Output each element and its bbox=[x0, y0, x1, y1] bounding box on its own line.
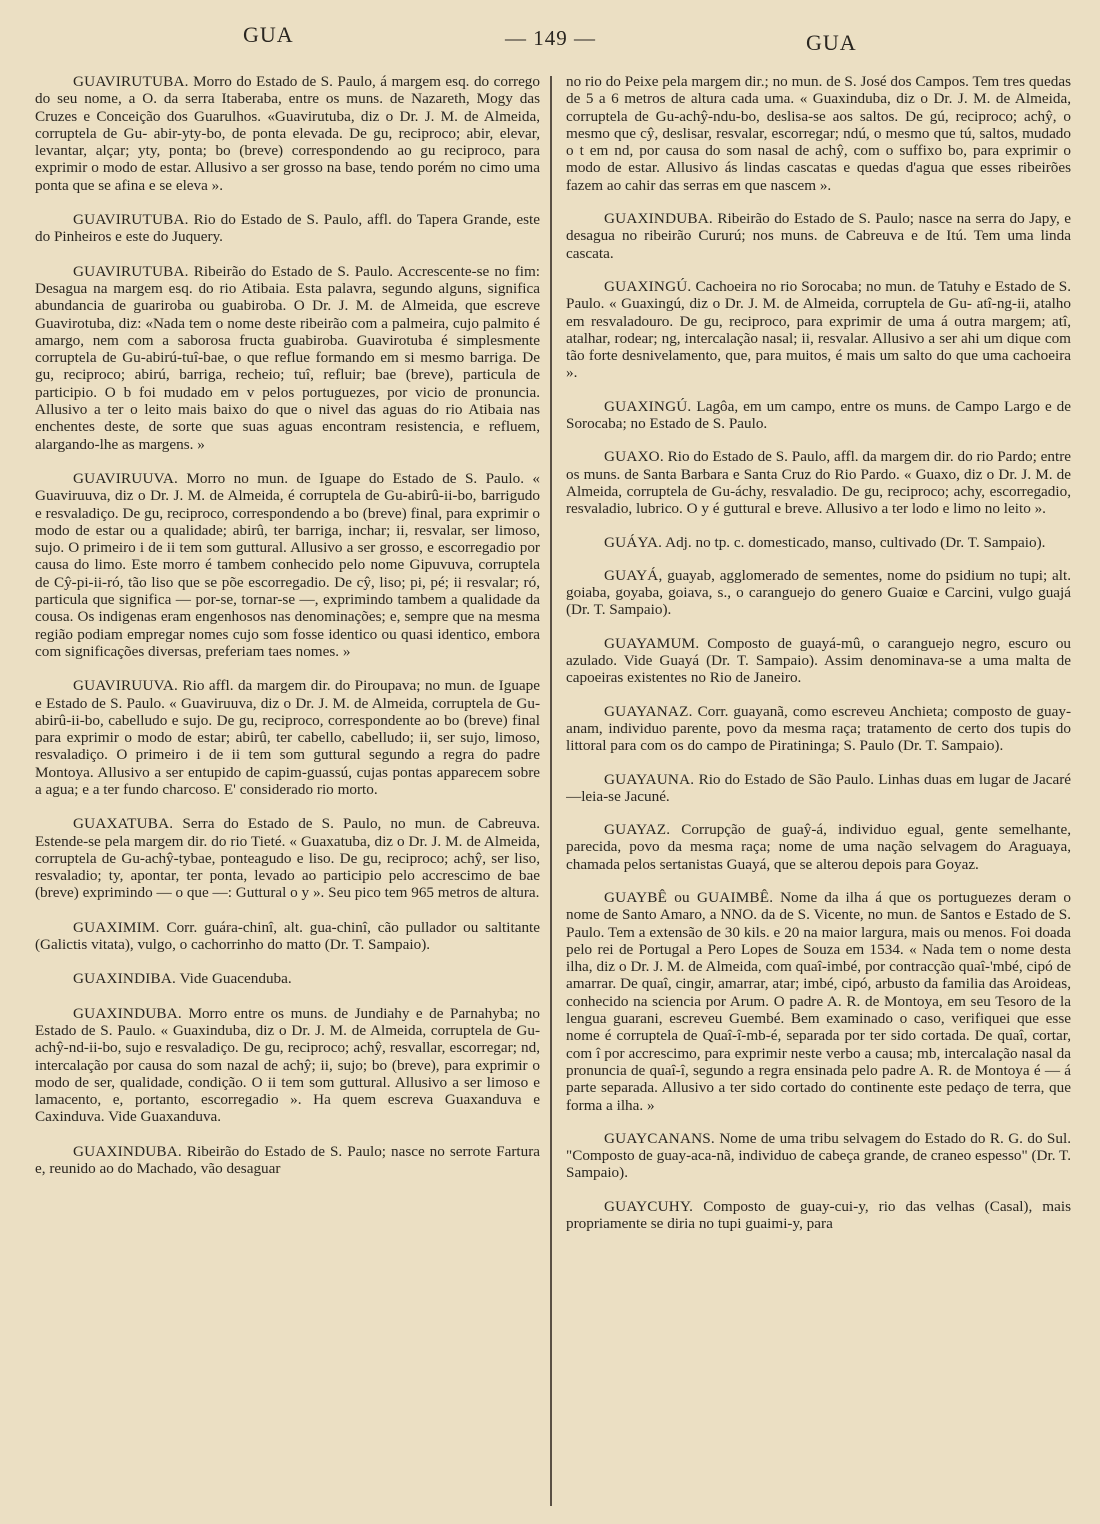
entry-headword: GUAYAUNA. bbox=[604, 770, 695, 788]
dictionary-entry bbox=[566, 703, 1071, 755]
entry-headword: GUAVIRUUVA. bbox=[73, 677, 179, 695]
dictionary-entry bbox=[35, 73, 540, 194]
entry-text: Ribeirão do Estado de S. Paulo. Accrescente-se no fim: Desagua na margem esq. do rio Atibaia. Esta palavra, segundo alguns, significa abundancia de guariroba ou guabiroba. O Dr. J. M. de Almeida, que escreve Guavirotuba, diz: «Nada tem o nome deste ribeirão com a palmeira, cujo palmito é amargo, nem com a saborosa fructa guabiroba. Guavirotuba é simplesmente corruptela de Gu-abirú-tuî-bae, o que reflue formando em si mesmo barriga. De gu, reciproco; abirú, barriga, recheio; tuî, refluir; bae (breve), particula de participio. O b foi mudado em v pelos portuguezes, por vicio de pronuncia. Allusivo a ter o leito mais baixo do que o nivel das aguas do rio Atibaia nas enchentes deste, de sorte que suas aguas encontram resistencia, e refluem, alargando-lhe as margens. » bbox=[35, 262, 540, 453]
dictionary-entry bbox=[35, 1143, 540, 1178]
running-head-left: GUA bbox=[243, 22, 294, 47]
dictionary-entry bbox=[35, 1005, 540, 1126]
entry-text: Ribeirão do Estado de S. Paulo; nasce no serrote Fartura e, reunido ao do Machado, vão desaguar bbox=[35, 1142, 540, 1178]
dictionary-entry bbox=[566, 889, 1071, 1114]
entry-text: Vide Guacenduba. bbox=[179, 970, 292, 988]
entry-text: Adj. no tp. c. domesticado, manso, cultivado (Dr. T. Sampaio). bbox=[665, 533, 1046, 551]
dictionary-entry bbox=[35, 815, 540, 901]
entry-headword: GUAYCUHY. bbox=[604, 1197, 694, 1215]
entry-text: Cachoeira no rio Sorocaba; no mun. de Tatuhy e Estado de S. Paulo. « Guaxingú, diz o Dr. J. M. de Almeida, corruptela de Gu- atî-ng-ii, atalho em resvaladouro. De gu, reciproco, para exprimir de uma á outra margem; atî, atalhar, rodear; ng, intercalação nasal; ii, resvalar. Allusivo a ser ahi um dique com tão forte desnivelamento, que, para muitos, é mais um salto do que uma cachoeira ». bbox=[566, 277, 1071, 382]
dictionary-entry bbox=[566, 534, 1071, 551]
entry-headword: GUAXINDUBA. bbox=[73, 1142, 182, 1160]
entry-headword: GUAXATUBA. bbox=[73, 815, 174, 833]
entry-text: Rio do Estado de São Paulo. Linhas duas em lugar de Jacaré—leia-se Jacuné. bbox=[566, 770, 1071, 805]
page-number: — 149 — bbox=[505, 26, 596, 50]
entry-text: no rio do Peixe pela margem dir.; no mun. de S. José dos Campos. Tem tres quedas de 5 a 6 metros de altura cada uma. « Guaxinduba, diz o Dr. J. M. de Almeida, corruptela de Gu-achŷ-ndu-bo, deslisa-se aos saltos. De gú, reciproco; achŷ, o mesmo que cŷ, deslisar, resvalar, escorregar; ndú, o mesmo que tú, saltos, mudado o t em nd, por causa do som nasal de achŷ, com o suffixo bo, para exprimir o modo de estar. Allusivo ás lindas cascatas e quedas d'agua que esses ribeirões fazem ao cahir das serras em que nascem ». bbox=[566, 73, 1071, 194]
entry-text: Corrupção de guaŷ-á, individuo egual, gente semelhante, parecida, povo da mesma raça; nome de uma nação selvagem do Araguaya, chamada pelos sertanistas Guayá, que se alterou depois para Goyaz. bbox=[566, 821, 1071, 873]
entry-headword: GUAYÁ, bbox=[604, 566, 663, 584]
entry-headword: GUAXINDIBA. bbox=[73, 970, 177, 988]
dictionary-entry bbox=[566, 1198, 1071, 1233]
entry-text: Morro entre os muns. de Jundiahy e de Parnahyba; no Estado de S. Paulo. « Guaxinduba, diz o Dr. J. M. de Almeida, corruptela de Gu-achŷ-nd-ii-bo, sujo e resvaladiço. De gu, reciproco; achŷ, resvallar, escorregar; nd, intercalação por causa do som nazal de achŷ; ii, sujo; bo (breve), para exprimir o modo de ser, qualidade, condição. O ii tem som guttural. Allusivo a ser limoso e lamacento, e, portanto, escorregadio ». Ha quem escreva Guaxanduva e Caxinduva. Vide Guaxanduva. bbox=[35, 1004, 540, 1126]
entry-text: Rio do Estado de S. Paulo, affl. da margem dir. do rio Pardo; entre os muns. de Santa Barbara e Santa Cruz do Rio Pardo. « Guaxo, diz o Dr. J. M. de Almeida, corruptela de Gu-áchy, resvaladio. De gu, reciproco; achy, escorregadio, resvaladio, lubrico. O y é guttural e breve. Allusivo a ter lodo e limo no leito ». bbox=[566, 448, 1071, 518]
dictionary-entry bbox=[566, 567, 1071, 619]
dictionary-entry bbox=[566, 1130, 1071, 1182]
entry-text: Morro do Estado de S. Paulo, á margem esq. do corrego do seu nome, a O. da serra Itaberaba, entre os muns. de Nazareth, Mogy das Cruzes e Conceição dos Guarulhos. «Guavirutuba, diz o Dr. J. M. de Almeida, corruptela de Gu- abir-yty-bo, de ponta elevada. De gu, reciproco; abir, elevar, levantar, alçar; yty, ponta; bo (breve) correspondendo ao gu reciproco, para exprimir o modo de estar. Allusivo a ser grosso na base, tendo porém no cimo uma ponta que se afina e se eleva ». bbox=[35, 73, 540, 194]
entry-text: Corr. guayanã, como escreveu Anchieta; composto de guay-anam, individuo parente, povo da mesma raça; tratamento de certo dos tupis do littoral para com os do campo de Piratininga; S. Paulo (Dr. T. Sampaio). bbox=[566, 702, 1071, 755]
page-header bbox=[0, 0, 1100, 70]
entry-text: Rio affl. da margem dir. do Piroupava; no mun. de Iguape e Estado de S. Paulo. « Guaviruuva, diz o Dr. J. M. de Almeida, corruptela de Gu-abirû-ii-bo, cabelludo e sujo. De gu, reciproco, correspondente ao bo (breve) final para exprimir o modo de estar; abirû, ter cabello, cabelludo; ii, ser sujo, limoso, resvaladiço. O primeiro i de ii tem som guttural segundo a regra do padre Montoya. Allusivo a ser entupido de capim-guassú, cujas pontas apparecem sobre a agua; e a ter fundo charcoso. E' considerado rio morto. bbox=[35, 677, 540, 798]
entry-headword: GUAVIRUUVA. bbox=[73, 469, 179, 487]
entry-text: Corr. guára-chinî, alt. gua-chinî, cão pullador ou saltitante (Galictis vitata), vulgo, o cachorrinho do matto (Dr. T. Sampaio). bbox=[35, 918, 540, 954]
entry-headword: GUAXINDUBA. bbox=[73, 1004, 182, 1022]
entry-text: Morro no mun. de Iguape do Estado de S. Paulo. « Guaviruuva, diz o Dr. J. M. de Almeida, é corruptela de Gu-abirû-ii-bo, barrigudo e resvaladiço. De gu, reciproco, correspondendo a bo (breve) final, para exprimir o modo de estar ou a qualidade; abirû, ter barriga, inchar; ii, resvalar, ser limoso, sujo. O primeiro i de ii tem som guttural. Allusivo a ser grosso, e escorregadio por causa do limo. Este morro é tambem conhecido pelo nome Gipuvuva, corruptela de Cŷ-pi-ii-ró, tão liso que se põe escorregadio. De cŷ, liso; pi, pé; ii resvalar; ró, particula que significa — por-se, tornar-se —, exprimindo tambem a qualidade da cousa. Os indigenas eram engenhosos nas denominações; e, sempre que na mesma região podiam empregar nomes cujo som fosse identico ou quasi identico, embora com significações diversas, preferiam taes nomes. » bbox=[35, 469, 540, 660]
entry-headword: GUAXIMIM. bbox=[73, 918, 160, 936]
dictionary-entry bbox=[566, 448, 1071, 517]
entry-headword: GUÁYA. bbox=[604, 533, 663, 551]
entry-text: Serra do Estado de S. Paulo, no mun. de Cabreuva. Estende-se pela margem dir. do rio Tieté. « Guaxatuba, diz o Dr. J. M. de Almeida, corruptela de Gu-achŷ-tybae, ponteagudo e liso. De gu, reciproco; achŷ, ser liso, resvaladio; ty, apontar, ter ponta, levado ao participio pelo accrescimo de bae (breve) exprimindo — o que —: Guttural o y ». Seu pico tem 965 metros de altura. bbox=[35, 815, 540, 902]
dictionary-entry bbox=[566, 398, 1071, 433]
entry-headword: GUAVIRUTUBA. bbox=[73, 262, 189, 280]
dictionary-entry bbox=[35, 263, 540, 453]
entry-headword: GUAXINGÚ. bbox=[604, 397, 692, 415]
entry-headword: GUAXINGÚ. bbox=[604, 277, 692, 295]
entry-text: Lagôa, em um campo, entre os muns. de Campo Largo e de Sorocaba; no Estado de S. Paulo. bbox=[566, 397, 1071, 433]
entry-headword: GUAXINDUBA. bbox=[604, 210, 713, 228]
dictionary-entry bbox=[566, 278, 1071, 382]
dictionary-entry bbox=[566, 210, 1071, 262]
dictionary-entry bbox=[566, 771, 1071, 806]
dictionary-entry bbox=[35, 211, 540, 246]
dictionary-entry bbox=[35, 919, 540, 954]
dictionary-entry bbox=[566, 821, 1071, 873]
entry-headword: GUAXO. bbox=[604, 448, 664, 466]
dictionary-entry bbox=[566, 73, 1071, 194]
entry-text: Composto de guayá-mû, o caranguejo negro, escuro ou azulado. Vide Guayá (Dr. T. Sampaio). Assim denominava-se a uma malta de capoeiras existentes no Rio de Janeiro. bbox=[566, 634, 1071, 687]
dictionary-entry bbox=[35, 677, 540, 798]
dictionary-entry bbox=[566, 635, 1071, 687]
entry-headword: GUAYAMUM. bbox=[604, 634, 700, 652]
entry-text: Ribeirão do Estado de S. Paulo; nasce na serra do Japy, e desagua no ribeirão Cururú; nos muns. de Cabreuva e de Itú. Tem uma linda cascata. bbox=[566, 210, 1071, 262]
entry-text: Rio do Estado de S. Paulo, affl. do Tapera Grande, este do Pinheiros e este do Juquery. bbox=[35, 211, 540, 246]
running-head-right: GUA bbox=[806, 30, 857, 55]
entry-headword: GUAVIRUTUBA. bbox=[73, 211, 189, 229]
left-column bbox=[35, 73, 540, 1503]
entry-text: Composto de guay-cui-y, rio das velhas (Casal), mais propriamente se diria no tupi guaimi-y, para bbox=[566, 1197, 1071, 1233]
entry-headword: GUAYAZ. bbox=[604, 821, 671, 839]
right-column bbox=[566, 73, 1071, 1503]
dictionary-entry bbox=[35, 970, 540, 987]
dictionary-entry bbox=[35, 470, 540, 660]
entry-text: Nome de uma tribu selvagem do Estado do R. G. do Sul. "Composto de guay-aca-nã, individuo de cabeça grande, de craneo espesso" (Dr. T. Sampaio). bbox=[566, 1129, 1071, 1182]
entry-headword: GUAYANAZ. bbox=[604, 702, 693, 720]
entry-headword: GUAVIRUTUBA. bbox=[73, 73, 189, 90]
entry-headword: GUAYCANANS. bbox=[604, 1129, 715, 1147]
entry-text: guayab, agglomerado de sementes, nome do psidium no tupi; alt. goiaba, goyaba, goiava, s., o caranguejo do genero Guaiœ e Carcini, vulgo guajá (Dr. T. Sampaio). bbox=[566, 566, 1071, 619]
entry-headword: GUAYBÊ ou GUAIMBÊ. bbox=[604, 888, 774, 906]
column-divider bbox=[550, 76, 552, 1506]
entry-text: Nome da ilha á que os portuguezes deram o nome de Santo Amaro, a NNO. da de S. Vicente, no mun. de Santos e Estado de S. Paulo. Tem a extensão de 30 kils. e 20 na maior largura, mais ou menos. Foi doada pelo rei de Portugal a Pero Lopes de Souza em 1534. « Nada tem o nome desta ilha, diz o Dr. J. M. de Almeida, com quaî-imbé, por contracção quaî-'mbé, cipó de amarrar. De quaî, cingir, amarrar, atar; imbé, cipó, arbusto da familia das Aroideas, conhecido na sciencia por Arum. O padre A. R. de Montoya, em seu Tesoro de la lengua guarani, escreveu Guembé. Bem examinado o caso, verifiquei que esse nome é corruptela de Quaî-î-mb-é, separada por ter sido cortada. De quaî, cortar, com î por accrescimo, para exprimir neste verbo a causa; mb, intercalação nasal da pronuncia de quaî-î, segundo a regra ensinada pelo padre A. R. de Montoya é — á parte separada. Allusivo a ter sido cortado do continente este pedaço de terra, que forma a ilha. » bbox=[566, 888, 1071, 1114]
